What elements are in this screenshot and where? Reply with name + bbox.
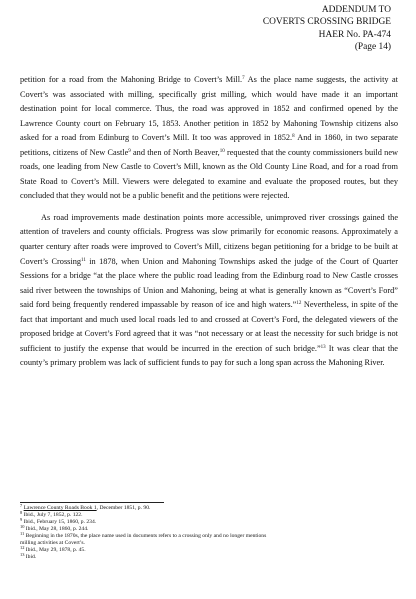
header-bridge-name: COVERTS CROSSING BRIDGE [262, 17, 391, 28]
p2-text: As road improvements made destination points more accessible, unimproved river crossings gained the attention of travelers and county officials. Progress was slow primarily for economic reasons. Approximately a quarter century after roads were improved to Covert’s Mill, citizens began petitioning for a bridge to be built at Covert’s Crossing [20, 212, 398, 266]
p1-text: requested that the county commissioners build new roads, one leading from New Castle to Covert’s Mill, known as the Old County Line Road, and for a road from State Road to Covert’s Mill. Viewers were delegated to examine and evaluate the proposed routes, but they concluded that they would not be a public benefit and the petitions were rejected. [20, 147, 399, 201]
paragraph-2 [20, 211, 398, 371]
footnote-source-title: Lawrence County Roads Book 1 [23, 505, 97, 511]
footnote-text: Ibid., February 15, 1860, p. 234. [23, 519, 97, 526]
footnote-number: 9 [20, 517, 23, 523]
body-text [20, 73, 398, 371]
footnote-ref[interactable]: 10 [219, 148, 225, 154]
header-page-number: (Page 14) [354, 41, 391, 52]
footnote-number: 12 [20, 545, 25, 551]
footnote-text: milling activities at Covert’s. [20, 540, 85, 547]
footnote-item [20, 533, 400, 540]
footnote-text: Ibid., May 28, 1860, p. 244. [25, 526, 89, 533]
footnote-item [20, 505, 400, 512]
footnote-item [20, 554, 400, 561]
footnote-text: Ibid., July 7, 1852, p. 122. [23, 512, 83, 519]
footnote-ref[interactable]: 9 [128, 148, 131, 154]
p2-text: It was clear that the county’s primary problem was lack of sufficient funds to pay for such a long span across the Mahoning River. [20, 343, 398, 368]
page-header [263, 4, 391, 53]
footnote-item [20, 547, 400, 554]
footnote-text: , December 1851, p. 90. [96, 505, 151, 511]
footnote-number: 8 [20, 510, 23, 516]
footnote-text: Beginning in the 1870s, the place name used in documents refers to a crossing only and no longer mentions [25, 533, 267, 540]
p2-text: Nevertheless, in spite of the fact that important and much used local roads led to and crossed at Covert’s Ford, the delegated viewers of the proposed bridge at Covert’s Ford agreed that it was “not necessary or at least the necessity for such bridge is not sufficient to justify the expense that would be incurred in the erection of such bridge.” [20, 300, 398, 353]
footnote-number: 10 [20, 524, 25, 530]
p1-text: petition for a road from the Mahoning Bridge to Covert’s Mill. [20, 75, 243, 84]
p1-text: and then of North Beaver, [130, 147, 220, 157]
footnote-ref[interactable]: 12 [296, 301, 302, 307]
header-addendum: ADDENDUM TO [321, 5, 391, 15]
footnote-ref[interactable]: 11 [81, 257, 86, 263]
footnote-number: 7 [20, 503, 23, 508]
footnote-number: 13 [20, 552, 25, 558]
footnote-number: 11 [20, 531, 25, 537]
p2-text: in 1878, when Union and Mahoning Townships asked the judge of the Court of Quarter Sessions for a bridge “at the place where the public road leading from the Edinburg road to New Castle crosses said river between the townships of Union and Mahoning, being at what is generally known as “Covert’s Ford” said ford being frequently rendered impassable by reason of ice and high waters.” [20, 256, 398, 310]
footnotes [20, 505, 400, 561]
footnote-text: Ibid. [25, 554, 37, 561]
footnote-text: Ibid., May 29, 1878, p. 45. [25, 547, 86, 554]
footnote-ref[interactable]: 7 [242, 76, 245, 81]
paragraph-1 [20, 73, 398, 204]
p1-text: As the place name suggests, the activity at Covert’s was associated with milling, specifically grist milling, which would have made it an important destination point for local commerce. Thus, the road was approved in 1852 and confirmed opened by the Lawrence County court on February 15, 1853. Another petition in 1852 by Mahoning Township citizens also asked for a road from Edinburg to Covert’s Mill. It too was approved in 1852. [20, 75, 398, 143]
footnote-ref[interactable]: 13 [320, 344, 326, 350]
footnote-divider [20, 502, 164, 503]
footnote-ref[interactable]: 8 [292, 134, 295, 140]
header-haer-number: HAER No. PA-474 [318, 29, 391, 40]
p1-text: And in 1860, in two separate petitions, citizens of New Castle [20, 133, 398, 157]
